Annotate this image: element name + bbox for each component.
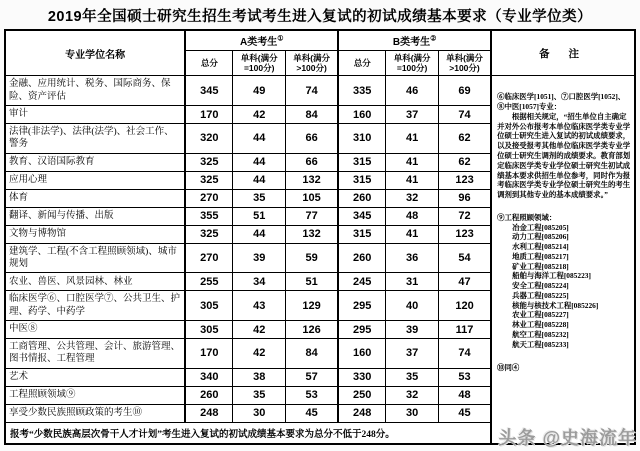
notes-engineering-item: 冶金工程[085205]: [512, 222, 569, 232]
score-cell-a-2: 84: [286, 339, 339, 369]
major-name-cell: 金融、应用统计、税务、国际商务、保险、资产评估: [5, 76, 185, 106]
score-cell-a-1: 35: [233, 189, 286, 207]
score-cell-b-1: 46: [386, 76, 439, 106]
score-cell-b-2: 123: [438, 171, 491, 189]
score-cell-a-0: 325: [185, 171, 233, 189]
score-cell-b-1: 31: [386, 273, 439, 291]
sub-header-a-0: 总分: [185, 51, 233, 76]
score-cell-b-0: 330: [338, 368, 386, 386]
column-header-major-name: 专业学位名称: [5, 30, 185, 76]
score-cell-a-2: 74: [286, 76, 339, 106]
score-cell-a-1: 30: [233, 404, 286, 422]
score-cell-b-1: 30: [386, 404, 439, 422]
score-cell-b-0: 310: [338, 124, 386, 154]
notes-engineering-item: 安全工程[085224]: [512, 281, 569, 291]
score-cell-b-0: 260: [338, 243, 386, 273]
major-name-cell: 农业、兽医、风景园林、林业: [5, 273, 185, 291]
score-cell-b-2: 117: [438, 321, 491, 339]
score-cell-b-1: 40: [386, 291, 439, 321]
score-cell-b-1: 48: [386, 207, 439, 225]
score-cell-b-1: 41: [386, 124, 439, 154]
score-cell-b-1: 37: [386, 339, 439, 369]
table-header: [5, 30, 635, 76]
score-cell-a-2: 57: [286, 368, 339, 386]
sub-header-b-0: 总分: [338, 51, 386, 76]
score-cell-b-2: 53: [438, 368, 491, 386]
notes-engineering-item: 矿业工程[085218]: [512, 261, 569, 271]
score-cell-a-1: 38: [233, 368, 286, 386]
major-name-cell: 工程照顾领域⑨: [5, 386, 185, 404]
score-cell-a-1: 42: [233, 321, 286, 339]
score-cell-b-2: 72: [438, 207, 491, 225]
score-cell-b-2: 74: [438, 106, 491, 124]
score-cell-b-0: 160: [338, 106, 386, 124]
score-cell-a-1: 44: [233, 124, 286, 154]
score-cell-b-0: 295: [338, 321, 386, 339]
major-name-cell: 享受少数民族照顾政策的考生⑩: [5, 404, 185, 422]
score-cell-b-1: 39: [386, 321, 439, 339]
page: [0, 5, 640, 448]
notes-engineering-item: 地质工程[085217]: [512, 251, 569, 261]
score-cell-a-1: 39: [233, 243, 286, 273]
column-group-b: [338, 30, 491, 51]
score-cell-a-1: 42: [233, 106, 286, 124]
score-cell-a-0: 170: [185, 339, 233, 369]
score-cell-b-0: 315: [338, 171, 386, 189]
notes-engineering-item: 船舶与海洋工程[085223]: [512, 271, 591, 281]
score-cell-b-0: 260: [338, 189, 386, 207]
score-cell-a-2: 45: [286, 404, 339, 422]
column-group-a: [185, 30, 338, 51]
score-cell-b-1: 41: [386, 225, 439, 243]
score-cell-b-0: 345: [338, 207, 386, 225]
score-cell-b-1: 41: [386, 171, 439, 189]
notes-engineering-list: [497, 223, 631, 350]
notes-engineering-item: 兵器工程[085225]: [512, 290, 569, 300]
score-cell-a-0: 325: [185, 153, 233, 171]
group-a-label: A类考生: [239, 37, 278, 48]
major-name-cell: 艺术: [5, 368, 185, 386]
score-cell-b-0: 245: [338, 273, 386, 291]
major-name-cell: 中医⑧: [5, 321, 185, 339]
major-name-cell: 体育: [5, 189, 185, 207]
score-cell-b-2: 74: [438, 339, 491, 369]
notes-engineering-item: 航天工程[085233]: [512, 339, 569, 349]
notes-engineering-item: 农业工程[085227]: [512, 310, 569, 320]
score-cell-a-2: 132: [286, 171, 339, 189]
notes-block3: ⑩同④: [497, 362, 520, 372]
score-cell-b-1: 41: [386, 153, 439, 171]
score-cell-a-0: 345: [185, 76, 233, 106]
notes-engineering-item: 动力工程[085206]: [512, 232, 569, 242]
major-name-cell: 审计: [5, 106, 185, 124]
score-cell-a-0: 305: [185, 321, 233, 339]
score-cell-a-2: 129: [286, 291, 339, 321]
score-cell-a-0: 255: [185, 273, 233, 291]
score-cell-b-0: 160: [338, 339, 386, 369]
score-cell-a-1: 42: [233, 339, 286, 369]
score-cell-a-1: 44: [233, 171, 286, 189]
score-cell-b-2: 69: [438, 76, 491, 106]
score-cell-b-0: 315: [338, 225, 386, 243]
score-cell-b-2: 48: [438, 386, 491, 404]
notes-block2-title: ⑨工程照顾领域：: [497, 212, 557, 222]
major-name-cell: 临床医学⑥、口腔医学⑦、公共卫生、护理、药学、中药学: [5, 291, 185, 321]
score-cell-a-0: 270: [185, 243, 233, 273]
table-body: [5, 76, 635, 444]
page-title: 2019年全国硕士研究生招生考试考生进入复试的初试成绩基本要求（专业学位类）: [47, 9, 593, 25]
score-cell-a-2: 132: [286, 225, 339, 243]
score-cell-b-2: 62: [438, 124, 491, 154]
score-cell-a-2: 59: [286, 243, 339, 273]
major-name-cell: 文物与博物馆: [5, 225, 185, 243]
score-cell-a-1: 49: [233, 76, 286, 106]
score-cell-a-2: 66: [286, 153, 339, 171]
notes-engineering-item: 航空工程[085232]: [512, 329, 569, 339]
group-b-label: B类考生: [392, 37, 431, 48]
score-cell-a-0: 170: [185, 106, 233, 124]
notes-block1-title: ⑥临床医学[1051]、⑦口腔医学[1052]、⑧中医[1057]专业：: [497, 92, 626, 112]
column-header-notes: 备 注: [491, 30, 635, 76]
score-cell-a-1: 35: [233, 386, 286, 404]
major-name-cell: 教育、汉语国际教育: [5, 153, 185, 171]
notes-engineering-item: 水利工程[085214]: [512, 242, 569, 252]
score-cell-a-2: 51: [286, 273, 339, 291]
score-cell-a-1: 51: [233, 207, 286, 225]
score-cell-a-1: 43: [233, 291, 286, 321]
major-name-cell: 工商管理、公共管理、会计、旅游管理、图书情报、工程管理: [5, 339, 185, 369]
score-cell-b-1: 36: [386, 243, 439, 273]
score-cell-a-2: 53: [286, 386, 339, 404]
footer-note: 报考“少数民族高层次骨干人才计划”考生进入复试的初试成绩基本要求为总分不低于248分。: [5, 422, 491, 444]
score-cell-a-2: 77: [286, 207, 339, 225]
score-cell-a-0: 325: [185, 225, 233, 243]
group-a-footnote-mark: ①: [277, 35, 284, 43]
sub-header-a-2: 单科(满分 >100分): [286, 51, 339, 76]
table-row: [5, 76, 635, 106]
score-cell-b-0: 315: [338, 153, 386, 171]
score-cell-b-1: 37: [386, 106, 439, 124]
score-cell-a-0: 248: [185, 404, 233, 422]
score-cell-a-0: 270: [185, 189, 233, 207]
major-name-cell: 法律(非法学)、法律(法学)、社会工作、警务: [5, 124, 185, 154]
score-cell-a-2: 126: [286, 321, 339, 339]
notes-block1-body: 根据相关规定，“招生单位自主确定并对外公布报考本单位临床医学类专业学位硕士研究生进入复试的初试成绩要求，以及接受报考其他单位临床医学类专业学位硕士研究生调剂的成绩要求。教育部划定临床医学类专业学位硕士研究生初试成绩基本要求供招生单位参考，同时作为报考临床医学类专业学位硕士研究生的考生调剂到其他专业的基本成绩要求。”: [497, 111, 631, 200]
score-cell-a-0: 320: [185, 124, 233, 154]
score-cell-b-2: 54: [438, 243, 491, 273]
major-name-cell: 应用心理: [5, 171, 185, 189]
score-cell-a-2: 84: [286, 106, 339, 124]
score-cell-a-0: 355: [185, 207, 233, 225]
watermark: 头条 @史海流年: [498, 428, 637, 448]
score-cell-b-0: 250: [338, 386, 386, 404]
score-cell-b-2: 120: [438, 291, 491, 321]
sub-header-b-1: 单科(满分 =100分): [386, 51, 439, 76]
notes-cell: [491, 76, 635, 444]
score-cell-a-2: 66: [286, 124, 339, 154]
score-cell-a-1: 44: [233, 153, 286, 171]
score-cell-b-2: 62: [438, 153, 491, 171]
score-cell-b-0: 295: [338, 291, 386, 321]
score-cell-b-2: 47: [438, 273, 491, 291]
score-cell-a-0: 260: [185, 386, 233, 404]
score-cell-b-0: 248: [338, 404, 386, 422]
sub-header-b-2: 单科(满分 >100分): [438, 51, 491, 76]
score-cell-b-2: 45: [438, 404, 491, 422]
group-b-footnote-mark: ②: [430, 35, 437, 43]
major-name-cell: 翻译、新闻与传播、出版: [5, 207, 185, 225]
score-cell-a-2: 105: [286, 189, 339, 207]
notes-engineering-item: 林业工程[085228]: [512, 320, 569, 330]
score-cell-a-1: 34: [233, 273, 286, 291]
score-cell-b-1: 32: [386, 386, 439, 404]
score-cell-b-0: 335: [338, 76, 386, 106]
score-cell-b-1: 35: [386, 368, 439, 386]
sub-header-a-1: 单科(满分 =100分): [233, 51, 286, 76]
score-cell-a-1: 44: [233, 225, 286, 243]
score-cell-a-0: 305: [185, 291, 233, 321]
score-cell-b-2: 96: [438, 189, 491, 207]
score-table: [4, 29, 636, 445]
notes-engineering-item: 核能与核技术工程[085226]: [512, 300, 599, 310]
score-cell-b-1: 32: [386, 189, 439, 207]
score-cell-b-2: 123: [438, 225, 491, 243]
major-name-cell: 建筑学、工程(不含工程照顾领域)、城市规划: [5, 243, 185, 273]
score-cell-a-0: 340: [185, 368, 233, 386]
